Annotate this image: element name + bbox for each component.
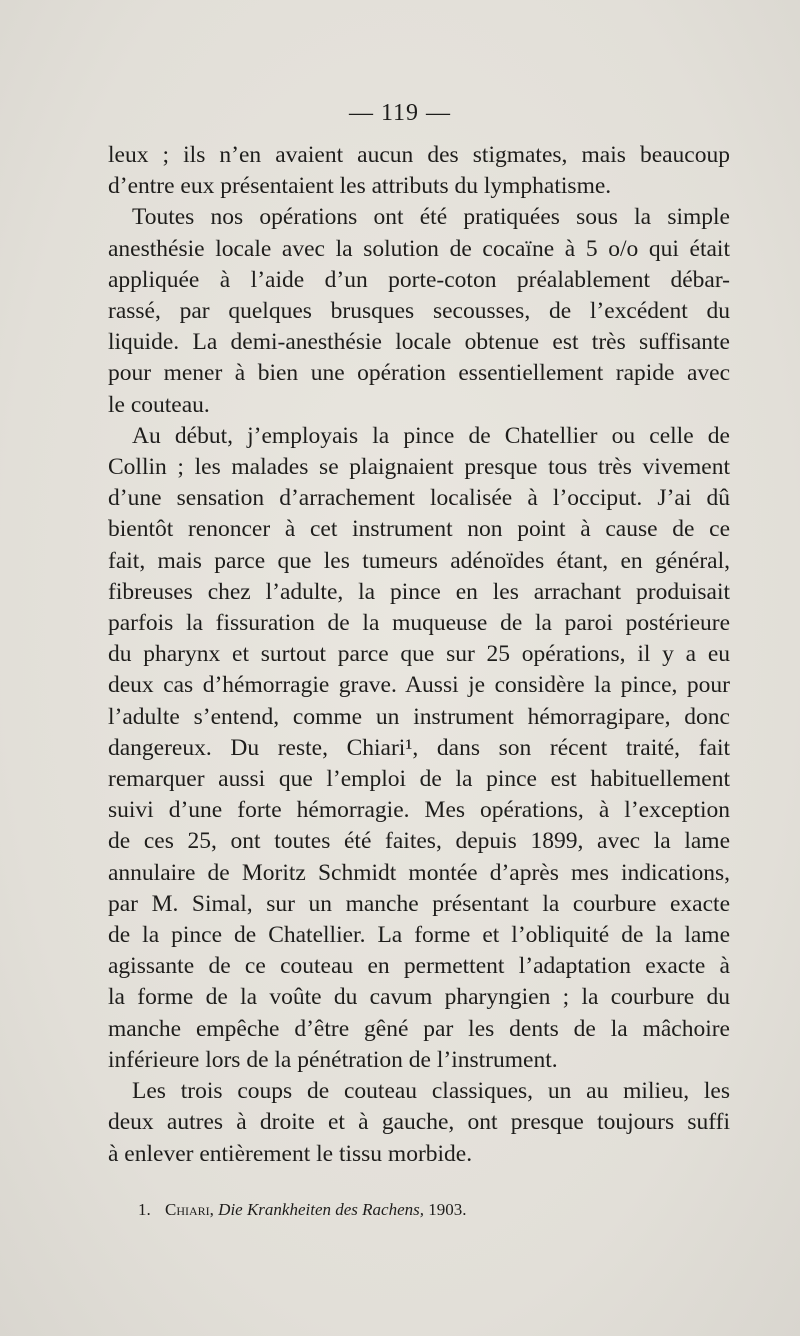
text-line: Collin ; les malades se plaignaient presque tous très vivement <box>108 454 730 481</box>
footnote-title: Die Krankheiten des Rachens, <box>218 1200 425 1219</box>
paragraph <box>108 421 730 1076</box>
paragraph <box>108 202 730 420</box>
text-line: fibreuses chez l’adulte, la pince en les arrachant produisait <box>108 578 730 605</box>
text-line: fait, mais parce que les tumeurs adénoïdes étant, en général, <box>108 547 730 574</box>
text-line: bientôt renoncer à cet instrument non point à cause de ce <box>108 516 730 543</box>
paragraph <box>108 140 730 202</box>
text-line: deux autres à droite et à gauche, ont presque toujours suffi <box>108 1109 730 1136</box>
page-number: — 119 — <box>348 100 452 126</box>
text-line: à enlever entièrement le tissu morbide. <box>108 1140 473 1167</box>
text-line: suivi d’une forte hémorragie. Mes opérations, à l’exception <box>108 797 730 824</box>
text-line: annulaire de Moritz Schmidt montée d’après mes indications, <box>108 859 730 886</box>
text-line: manche empêche d’être gêné par les dents de la mâchoire <box>108 1015 730 1042</box>
text-line: anesthésie locale avec la solution de cocaïne à 5 o/o qui était <box>108 235 730 262</box>
footnote-author: Chiari, <box>165 1200 214 1219</box>
text-line: appliquée à l’aide d’un porte-coton préalablement débar- <box>108 266 730 293</box>
footnote-number: 1. <box>138 1200 151 1219</box>
paragraph <box>108 1076 730 1170</box>
text-line: le couteau. <box>108 391 210 418</box>
text-line: inférieure lors de la pénétration de l’instrument. <box>108 1046 558 1073</box>
text-line: de ces 25, ont toutes été faites, depuis 1899, avec la lame <box>108 828 730 855</box>
body-text <box>108 140 730 1170</box>
text-line: rassé, par quelques brusques secousses, de l’excédent du <box>108 298 730 325</box>
text-line: l’adulte s’entend, comme un instrument hémorragipare, donc <box>108 703 730 730</box>
text-line: Au début, j’employais la pince de Chatellier ou celle de <box>132 422 730 449</box>
text-line: de la pince de Chatellier. La forme et l’obliquité de la lame <box>108 922 730 949</box>
text-line: dangereux. Du reste, Chiari¹, dans son récent traité, fait <box>108 734 730 761</box>
text-line: agissante de ce couteau en permettent l’adaptation exacte à <box>108 953 730 980</box>
text-line: d’entre eux présentaient les attributs du lymphatisme. <box>108 173 612 200</box>
text-line: Toutes nos opérations ont été pratiquées sous la simple <box>132 204 730 231</box>
text-line: pour mener à bien une opération essentiellement rapide avec <box>108 360 730 387</box>
footnote <box>138 1198 467 1222</box>
text-line: par M. Simal, sur un manche présentant la courbure exacte <box>108 890 730 917</box>
text-line: leux ; ils n’en avaient aucun des stigmates, mais beaucoup <box>108 142 730 168</box>
text-line: Les trois coups de couteau classiques, un au milieu, les <box>132 1078 730 1105</box>
text-line: d’une sensation d’arrachement localisée à l’occiput. J’ai dû <box>108 485 730 512</box>
text-line: remarquer aussi que l’emploi de la pince est habituellement <box>108 766 730 793</box>
text-line: parfois la fissuration de la muqueuse de la paroi postérieure <box>108 610 730 637</box>
text-line: liquide. La demi-anesthésie locale obtenue est très suffisante <box>108 329 730 356</box>
footnote-year: 1903. <box>428 1200 467 1219</box>
text-line: du pharynx et surtout parce que sur 25 opérations, il y a eu <box>108 641 730 668</box>
text-line: deux cas d’hémorragie grave. Aussi je considère la pince, pour <box>108 672 730 699</box>
text-line: la forme de la voûte du cavum pharyngien ; la courbure du <box>108 984 730 1011</box>
